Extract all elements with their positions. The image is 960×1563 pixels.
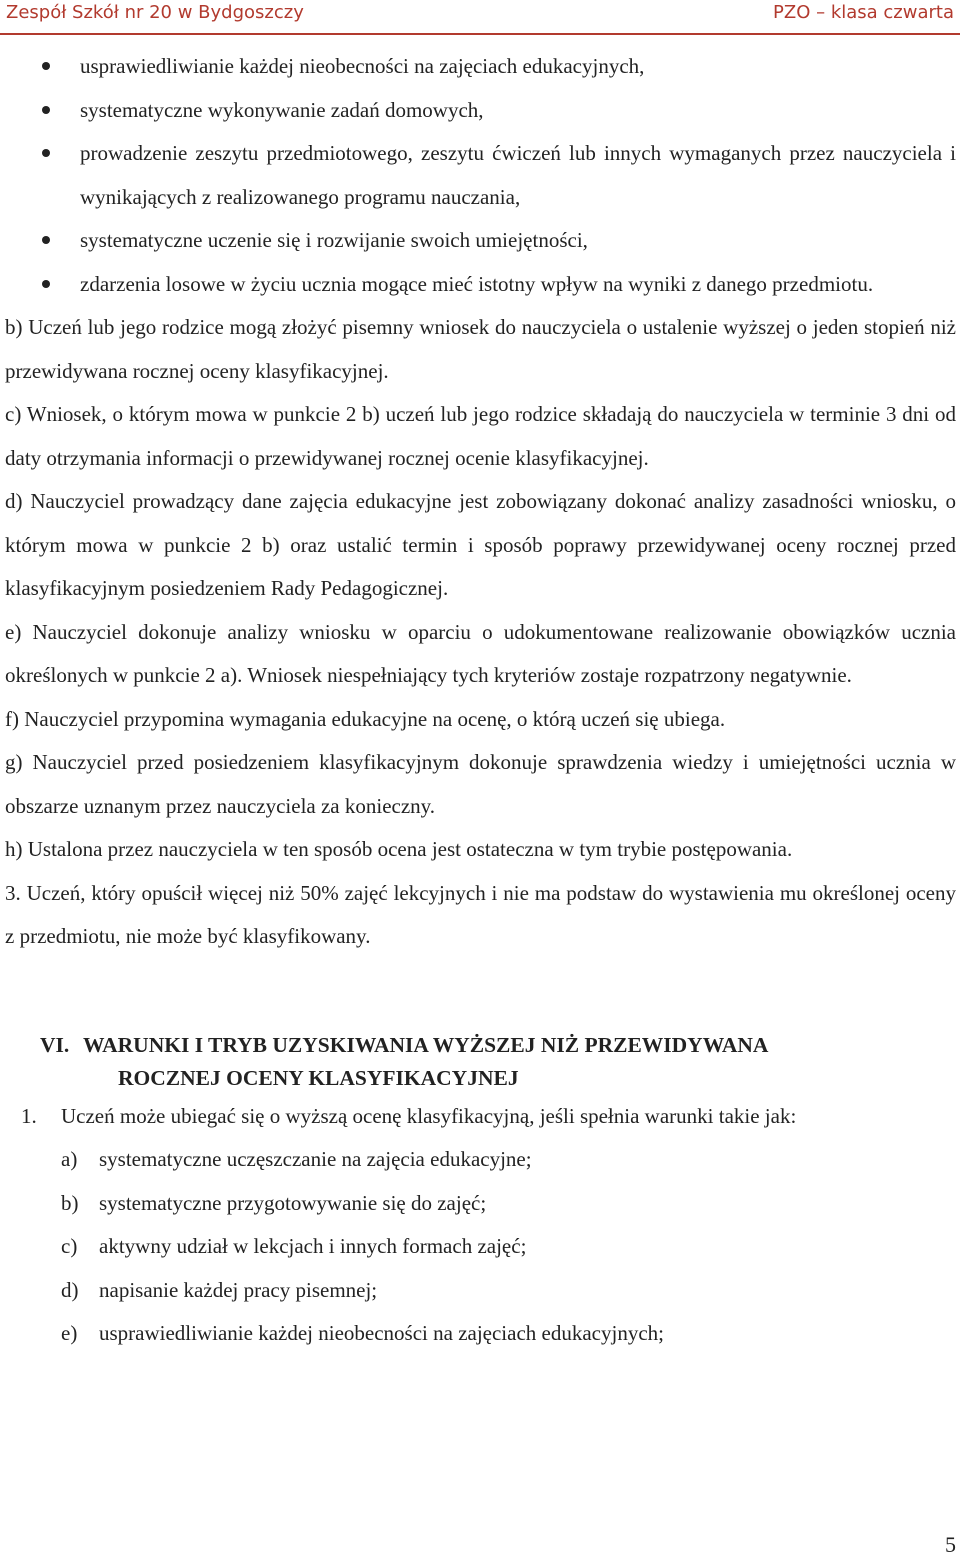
list-item: systematyczne uczenie się i rozwijanie swoich umiejętności,	[5, 219, 956, 263]
list-item: c) aktywny udział w lekcjach i innych formach zajęć;	[61, 1234, 527, 1258]
numbered-list	[5, 1095, 956, 1139]
bullet-icon	[42, 236, 50, 244]
paragraph-d: d) Nauczyciel prowadzący dane zajęcia edukacyjne jest zobowiązany dokonać analizy zasadności wniosku, o którym mowa w punkcie 2 b) oraz ustalić termin i sposób poprawy przewidywanej oceny rocznej przed klasyfikacyjnym posiedzeniem Rady Pedagogicznej.	[5, 489, 956, 600]
list-item: a) systematyczne uczęszczanie na zajęcia edukacyjne;	[61, 1147, 532, 1171]
list-item: systematyczne wykonywanie zadań domowych,	[5, 89, 956, 133]
bullet-icon	[42, 280, 50, 288]
paragraph-f: f) Nauczyciel przypomina wymagania edukacyjne na ocenę, o którą uczeń się ubiega.	[5, 706, 726, 731]
header-divider	[0, 33, 960, 35]
list-item: usprawiedliwianie każdej nieobecności na zajęciach edukacyjnych,	[5, 45, 956, 89]
list-item: e) usprawiedliwianie każdej nieobecności na zajęciach edukacyjnych;	[61, 1321, 664, 1345]
page-header	[0, 0, 960, 30]
page-content	[5, 45, 956, 1356]
paragraph-g: g) Nauczyciel przed posiedzeniem klasyfikacyjnym dokonuje sprawdzenia wiedzy i umiejętności ucznia w obszarze uznanym przez nauczyciela za konieczny.	[5, 750, 956, 818]
item-number: 1.	[21, 1103, 37, 1128]
lettered-list	[5, 1138, 956, 1356]
paragraph-e: e) Nauczyciel dokonuje analizy wniosku w oparciu o udokumentowane realizowanie obowiązków ucznia określonych w punkcie 2 a). Wniosek niespełniający tych kryteriów zostaje rozpatrzony negatywnie.	[5, 619, 956, 687]
list-item: b) systematyczne przygotowywanie się do zajęć;	[61, 1190, 487, 1215]
bullet-icon	[42, 106, 50, 114]
paragraph-3: 3. Uczeń, który opuścił więcej niż 50% zajęć lekcyjnych i nie ma podstaw do wystawienia mu określonej oceny z przedmiotu, nie może być klasyfikowany.	[5, 880, 956, 948]
bullet-icon	[42, 149, 50, 157]
paragraph-h: h) Ustalona przez nauczyciela w ten sposób ocena jest ostateczna w tym trybie postępowania.	[5, 837, 793, 861]
paragraph-c: c) Wniosek, o którym mowa w punkcie 2 b) uczeń lub jego rodzice składają do nauczyciela w terminie 3 dni od daty otrzymania informacji o przewidywanej rocznej ocenie klasyfikacyjnej.	[5, 402, 956, 470]
item-text: Uczeń może ubiegać się o wyższą ocenę klasyfikacyjną, jeśli spełnia warunki takie jak:	[61, 1103, 797, 1128]
list-item: d) napisanie każdej pracy pisemnej;	[61, 1277, 378, 1302]
list-item: zdarzenia losowe w życiu ucznia mogące mieć istotny wpływ na wyniki z danego przedmiotu.	[5, 263, 956, 307]
section-heading	[5, 1029, 956, 1095]
section-title-line2: ROCZNEJ OCENY KLASYFIKACYJNEJ	[118, 1065, 519, 1090]
page-number: 5	[945, 1532, 956, 1557]
section-title-line1: WARUNKI I TRYB UZYSKIWANIA WYŻSZEJ NIŻ PRZEWIDYWANA	[83, 1032, 769, 1057]
list-item: prowadzenie zeszytu przedmiotowego, zeszytu ćwiczeń lub innych wymaganych przez nauczyciela i wynikających z realizowanego programu nauczania,	[5, 132, 956, 219]
school-name: Zespół Szkół nr 20 w Bydgoszczy	[6, 2, 304, 23]
document-title: PZO – klasa czwarta	[773, 2, 954, 23]
bullet-list	[5, 45, 956, 306]
bullet-icon	[42, 62, 50, 70]
paragraph-b: b) Uczeń lub jego rodzice mogą złożyć pisemny wniosek do nauczyciela o ustalenie wyższej o jeden stopień niż przewidywana rocznej oceny klasyfikacyjnej.	[5, 315, 956, 383]
list-item	[5, 1095, 956, 1139]
section-number: VI.	[40, 1032, 70, 1057]
